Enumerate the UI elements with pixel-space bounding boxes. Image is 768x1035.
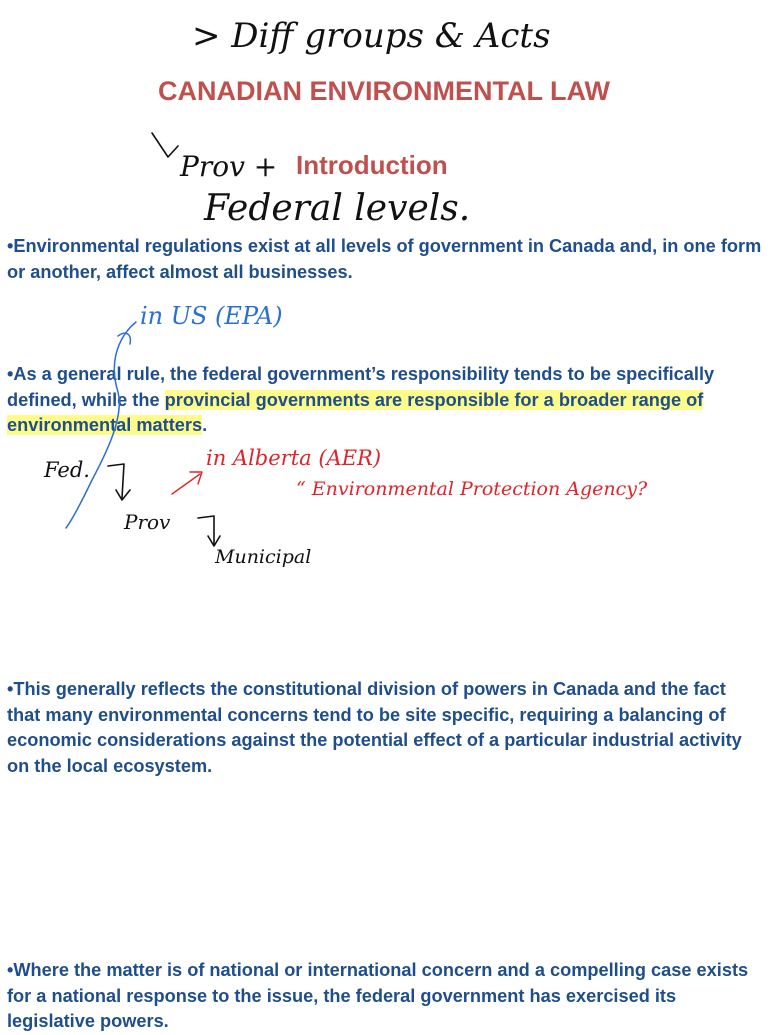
handwritten-prov: Prov [124,510,171,534]
handwritten-alberta-aer: in Alberta (AER) [206,446,382,470]
paragraph-national-concern: •Where the matter is of national or international concern and a compelling case exists for a national response to the issue, the federal government has exercised its legislative powers. [7,960,749,1031]
fed-arrow-icon [108,464,124,498]
us-link-stroke [66,322,136,528]
prov-arrow-icon [152,133,178,157]
paragraph-federal-role-text: •As a general rule, the federal government’s responsibility tends to be specifically defined, while the [7,364,715,410]
paragraph-regulations: •Environmental regulations exist at all levels of government in Canada and, in one form or another, affect almost all businesses. [7,236,762,282]
handwritten-federal-levels: Federal levels. [204,188,471,229]
slide-subtitle: Introduction [296,150,448,180]
paragraph-constitutional: •This generally reflects the constitutional division of powers in Canada and the fact that many environmental concerns tend to be site specific, requiring a balancing of economic considerations against the potential effect of a particular industrial activity on the local ecosystem. [7,679,742,776]
handwritten-top-note: > Diff groups & Acts [192,16,551,56]
handwritten-fed: Fed. [44,458,90,482]
paragraph-federal-role-end: . [202,415,208,435]
prov-arrow-down-icon [198,516,214,544]
handwritten-agency: “ Environmental Protection Agency? [296,478,648,500]
highlighted-text: provincial governments are responsible for a broader range of environmental matters [7,389,704,435]
handwritten-municipal: Municipal [215,546,312,568]
handwritten-prov-note: Prov + [180,150,278,183]
handwritten-us-epa: in US (EPA) [140,302,283,330]
alberta-arrow-icon [172,474,200,494]
slide-title: CANADIAN ENVIRONMENTAL LAW [158,76,610,106]
